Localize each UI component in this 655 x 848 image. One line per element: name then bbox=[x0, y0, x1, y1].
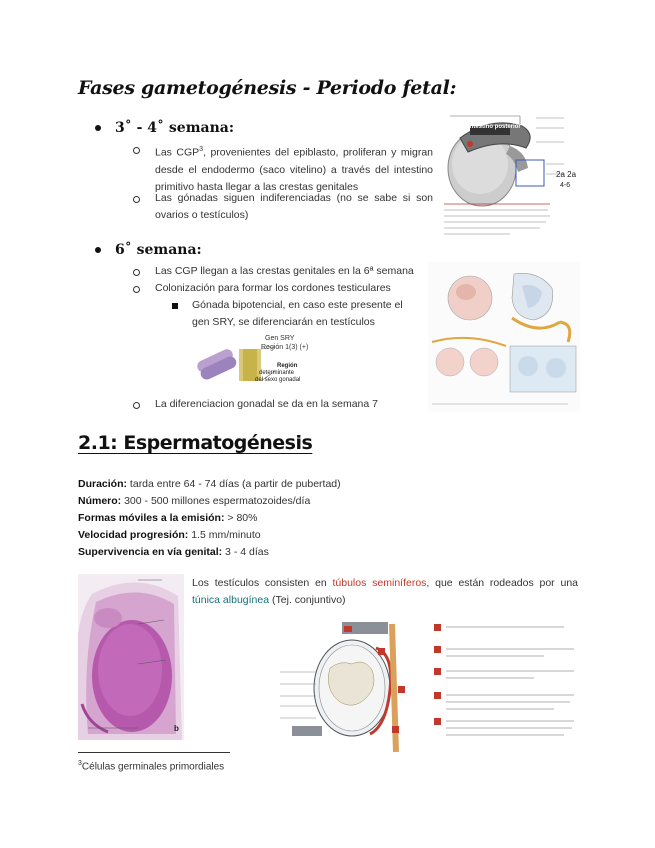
section2-subitem: Gónada bipotencial, en caso este presente el gen SRY, se diferenciarán en testículos bbox=[172, 297, 422, 331]
section1-item-1: Las CGP$^3$, provenientes del epiblasto, proliferan y migran desde el endodermo (saco vitelino) a través del intestino primitivo hasta llegar a las crestas genitales bbox=[133, 141, 433, 196]
bullet-icon bbox=[95, 125, 101, 131]
testis-legend bbox=[434, 622, 582, 754]
footnote-divider bbox=[78, 752, 230, 753]
section2-item-1: Las CGP llegan a las crestas genitales en la 6ª semana bbox=[133, 263, 433, 280]
section2-item-3: La diferenciacion gonadal se da en la semana 7 bbox=[133, 396, 433, 413]
figure-label: 4-6 bbox=[560, 182, 571, 189]
tunica-albuginea-term: túnica albugínea bbox=[192, 594, 270, 606]
circle-bullet-icon bbox=[133, 402, 140, 409]
chromosome-label: Gen SRY bbox=[265, 335, 295, 342]
fact-number: Número: 300 - 500 millones espermatozoides/día bbox=[78, 495, 311, 507]
circle-bullet-icon bbox=[133, 286, 140, 293]
circle-bullet-icon bbox=[133, 196, 140, 203]
histology-label: b bbox=[174, 724, 179, 733]
section-heading-week-6: 6˚ semana: bbox=[95, 242, 202, 258]
bullet-icon bbox=[95, 247, 101, 253]
section-heading-espermatogenesis: 2.1: Espermatogénesis bbox=[78, 432, 313, 454]
chromosome-label: Región bbox=[277, 363, 298, 369]
testis-diagram bbox=[280, 614, 430, 752]
circle-bullet-icon bbox=[133, 269, 140, 276]
histology-image bbox=[78, 574, 184, 740]
fact-survival: Supervivencia en vía genital: 3 - 4 días bbox=[78, 546, 269, 558]
fact-velocity: Velocidad progresión: 1.5 mm/minuto bbox=[78, 529, 261, 541]
footnote: $^3$Células germinales primordiales bbox=[78, 760, 225, 773]
seminiferous-tubules-term: túbulos seminíferos bbox=[332, 577, 427, 589]
section1-item-2: Las gónadas siguen indiferenciadas (no se sabe si son ovarios o testículos) bbox=[133, 190, 433, 224]
fact-duration: Duración: tarda entre 64 - 74 días (a partir de pubertad) bbox=[78, 478, 341, 490]
figure-label: 2a 2a bbox=[556, 170, 577, 179]
circle-bullet-icon bbox=[133, 147, 140, 154]
page-title: Fases gametogénesis - Periodo fetal: bbox=[78, 77, 457, 99]
chromosome-label: del sexo gonadal bbox=[255, 377, 301, 383]
section-heading-week-3-4: 3˚ - 4˚ semana: bbox=[95, 120, 234, 136]
figure-label: Intestino posterior bbox=[468, 124, 521, 130]
section2-item-2: Colonización para formar los cordones testiculares bbox=[133, 280, 433, 297]
fact-mobile-forms: Formas móviles a la emisión: > 80% bbox=[78, 512, 258, 524]
chromosome-label: determinante bbox=[259, 370, 295, 376]
gonad-development-figure bbox=[428, 262, 580, 412]
square-bullet-icon bbox=[172, 303, 178, 309]
testis-paragraph: Los testículos consisten en túbulos seminíferos, que están rodeados por una túnica albugínea (Tej. conjuntivo) bbox=[192, 577, 578, 606]
chromosome-label: Región 1(3) (+) bbox=[261, 344, 309, 351]
embryo-figure bbox=[440, 108, 580, 240]
chromosome-figure bbox=[195, 333, 335, 393]
